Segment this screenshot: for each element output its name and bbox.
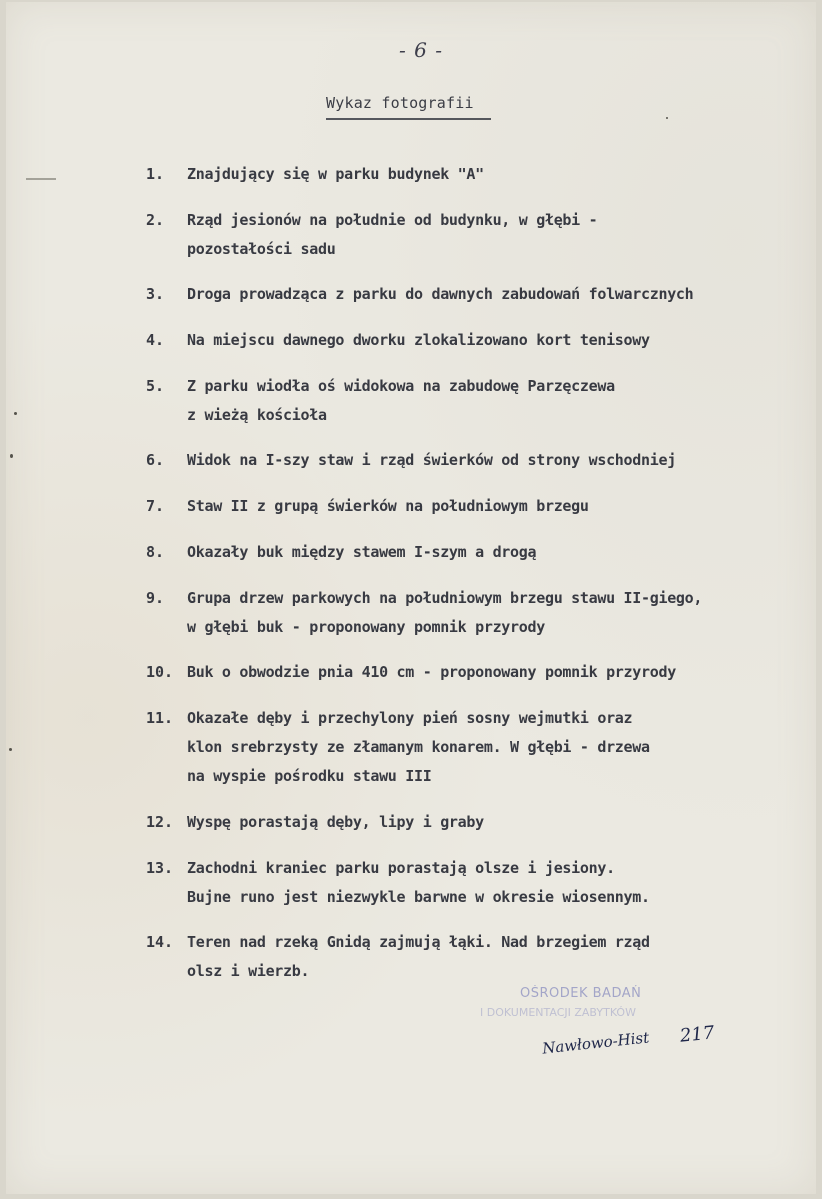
item-text: Teren nad rzeką Gnidą zajmują łąki. Nad brzegiem rząd olsz i wierzb. <box>187 933 650 980</box>
item-number: 8. <box>146 543 165 561</box>
item-number: 12. <box>146 813 174 831</box>
item-number: 9. <box>146 589 165 607</box>
photo-list <box>146 160 796 986</box>
list-item <box>146 704 796 791</box>
item-text: Rząd jesionów na południe od budynku, w głębi - pozostałości sadu <box>187 211 598 258</box>
item-text: Okazałe dęby i przechylony pień sosny wejmutki oraz klon srebrzysty ze złamanym konarem. W głębi - drzewa na wyspie pośrodku stawu III <box>187 709 650 785</box>
item-number: 6. <box>146 451 165 469</box>
item-text: Znajdujący się w parku budynek "A" <box>187 165 484 183</box>
item-number: 3. <box>146 285 165 303</box>
item-number: 4. <box>146 331 165 349</box>
stamp-line-2: I DOKUMENTACJI ZABYTKÓW <box>480 1006 636 1019</box>
paper-speck <box>10 454 13 458</box>
item-text: Buk o obwodzie pnia 410 cm - proponowany pomnik przyrody <box>187 663 676 681</box>
document-title: Wykaz fotografii <box>326 94 474 112</box>
list-item <box>146 492 796 521</box>
item-text: Widok na I-szy staw i rząd świerków od strony wschodniej <box>187 451 676 469</box>
item-number: 5. <box>146 377 165 395</box>
item-text: Staw II z grupą świerków na południowym brzegu <box>187 497 589 515</box>
paper-speck <box>14 412 17 415</box>
list-item <box>146 538 796 567</box>
stamp-line-1: OŚRODEK BADAŃ <box>520 986 642 1001</box>
list-item <box>146 658 796 687</box>
list-item <box>146 206 796 264</box>
item-text: Okazały buk między stawem I-szym a drogą <box>187 543 537 561</box>
list-item <box>146 446 796 475</box>
archive-number: 217 <box>678 1022 716 1047</box>
item-text: Wyspę porastają dęby, lipy i graby <box>187 813 484 831</box>
list-item <box>146 280 796 309</box>
list-item <box>146 160 796 189</box>
document-page <box>6 2 816 1194</box>
item-text: Na miejscu dawnego dworku zlokalizowano kort tenisowy <box>187 331 650 349</box>
item-text: Droga prowadząca z parku do dawnych zabudowań folwarcznych <box>187 285 694 303</box>
page-number: - 6 - <box>399 38 443 62</box>
list-item <box>146 584 796 642</box>
item-number: 11. <box>146 709 174 727</box>
margin-mark <box>26 178 56 180</box>
paper-speck <box>666 117 668 119</box>
item-number: 14. <box>146 933 174 951</box>
list-item <box>146 854 796 912</box>
item-text: Grupa drzew parkowych na południowym brzegu stawu II-giego, w głębi buk - proponowany pomnik przyrody <box>187 589 703 636</box>
item-number: 7. <box>146 497 165 515</box>
list-item <box>146 808 796 837</box>
item-number: 13. <box>146 859 174 877</box>
list-item <box>146 372 796 430</box>
item-text: Zachodni kraniec parku porastają olsze i jesiony. Bujne runo jest niezwykle barwne w okresie wiosennym. <box>187 859 650 906</box>
item-number: 10. <box>146 663 174 681</box>
title-underline <box>326 118 491 120</box>
item-text: Z parku wiodła oś widokowa na zabudowę Parzęczewa z wieżą kościoła <box>187 377 615 424</box>
handwritten-signature: Nawłowo-Hist <box>541 1028 650 1058</box>
item-number: 2. <box>146 211 165 229</box>
paper-speck <box>9 748 12 751</box>
list-item <box>146 326 796 355</box>
item-number: 1. <box>146 165 165 183</box>
